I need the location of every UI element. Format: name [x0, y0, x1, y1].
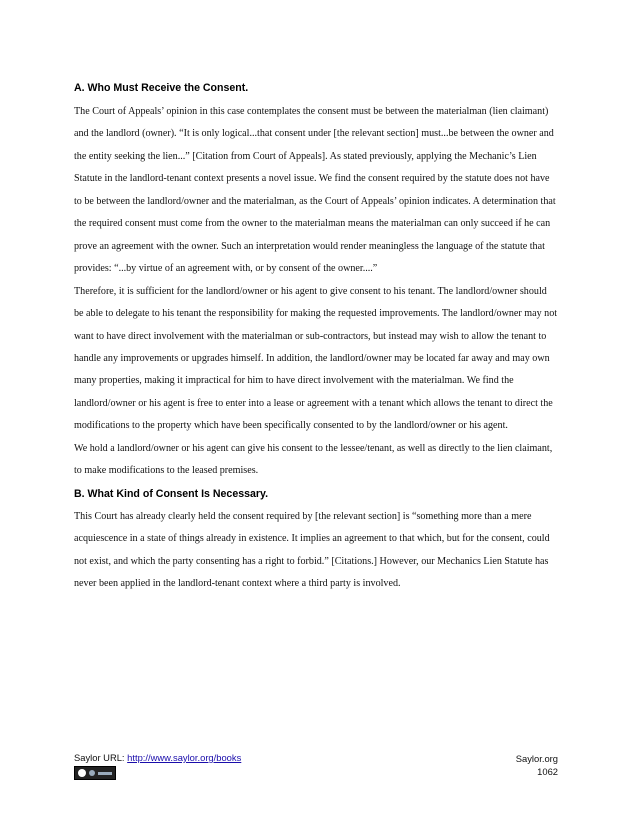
section-a-paragraph-3: We hold a landlord/owner or his agent can give his consent to the lessee/tenant, as well as directly to the lien claimant, to make modifications to the leased premises.	[74, 442, 553, 477]
footer-url-link[interactable]: http://www.saylor.org/books	[127, 752, 242, 763]
section-a-heading: A. Who Must Receive the Consent.	[74, 82, 249, 94]
license-bar-icon	[98, 772, 112, 775]
footer-site: Saylor.org	[515, 753, 558, 764]
cc-license-icon[interactable]	[74, 766, 116, 780]
page-content	[74, 80, 558, 596]
section-a-paragraph-2: Therefore, it is sufficient for the landlord/owner or his agent to give consent to his tenant. The landlord/owner should be able to delegate to his tenant the responsibility for making the requested improvements. The landlord/owner may not want to have direct involvement with the materialman or sub-contractors, but instead may wish to allow the tenant to handle any improvements or upgrades himself. In addition, the landlord/owner may be located far away and may own many properties, making it impractical for him to have direct involvement with the materialman. We find the landlord/owner or his agent is free to enter into a lease or agreement with a tenant which allows the tenant to direct the modifications to the property which have been specifically consented to by the landlord/owner or his agent.	[74, 285, 558, 432]
section-b-paragraph-1: This Court has already clearly held the consent required by [the relevant section] is “something more than a mere acquiescence in a state of things already in existence. It implies an agreement to that which, but for the consent, could not exist, and which the party consenting has a right to forbid.” [Citations.] However, our Mechanics Lien Statute has never been applied in the landlord-tenant context where a third party is involved.	[74, 510, 550, 590]
page-number: 1062	[537, 766, 558, 777]
section-b-heading: B. What Kind of Consent Is Necessary.	[74, 487, 269, 500]
footer-source	[74, 752, 241, 763]
footer-right	[516, 752, 558, 778]
section-a-paragraph-1: The Court of Appeals’ opinion in this case contemplates the consent must be between the materialman (lien claimant) and the landlord (owner). “It is only logical...that consent under [the relevant section] must...be between the owner and the entity seeking the lien...” [Citation from Court of Appeals]. As stated previously, applying the Mechanic’s Lien Statute in the landlord-tenant context presents a novel issue. We find the consent required by the statute does not have to be between the landlord/owner and the materialman, as the Court of Appeals’ opinion indicates. A determination that the required consent must come from the owner to the materialman means the materialman can only succeed if he can prove an agreement with the owner. Such an interpretation would render meaningless the language of the statute that provides: “...by virtue of an agreement with, or by consent of the owner....”	[74, 106, 556, 275]
by-person-icon	[89, 770, 95, 776]
footer-url-label: Saylor URL:	[74, 752, 128, 763]
cc-circle-icon	[78, 769, 86, 777]
